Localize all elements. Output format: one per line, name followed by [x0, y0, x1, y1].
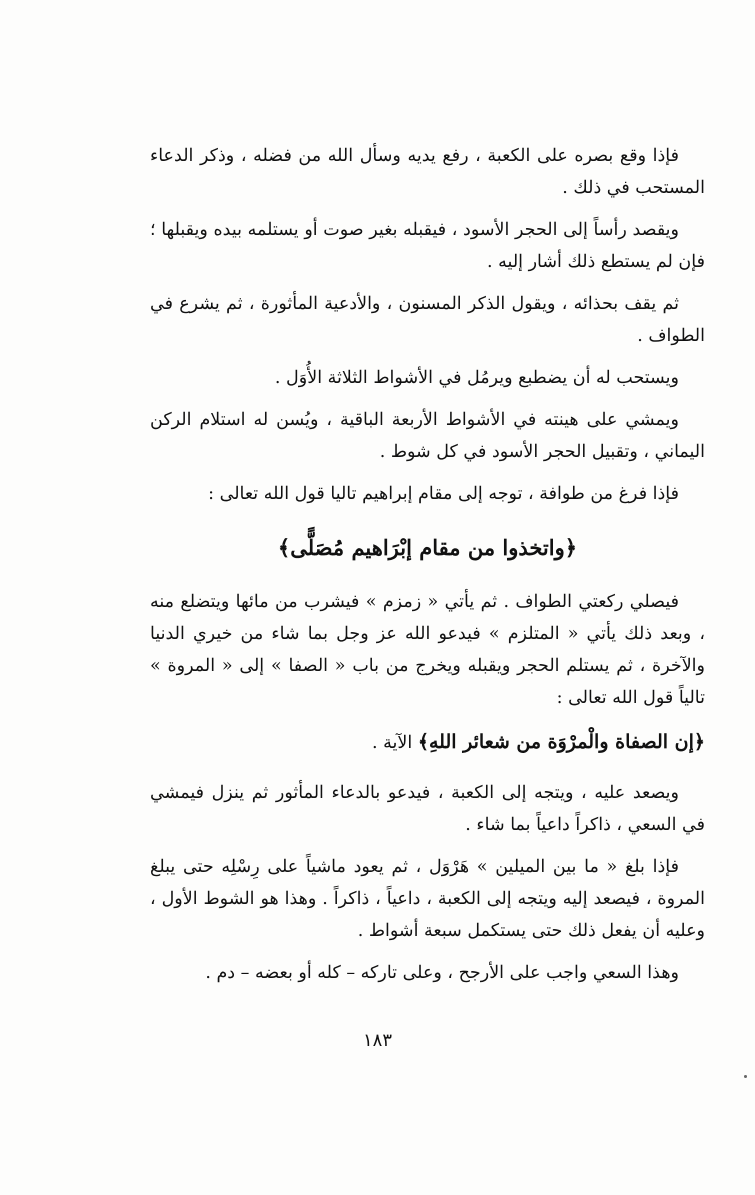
- paragraph: ويمشي على هينته في الأشواط الأربعة الباقية ، ويُسن له استلام الركن اليماني ، وتقبيل الحجر الأسود في كل شوط .: [150, 410, 705, 462]
- verse-suffix: الآية .: [372, 733, 418, 753]
- quran-verse-inline: [150, 726, 705, 759]
- paragraph: ويستحب له أن يضطبع ويرمُل في الأشواط الثلاثة الأُوَل .: [274, 368, 679, 388]
- page-body: [150, 140, 705, 999]
- paragraph: فإذا وقع بصره على الكعبة ، رفع يديه وسأل الله من فضله ، وذكر الدعاء المستحب في ذلك .: [150, 146, 705, 198]
- paragraph: وهذا السعي واجب على الأرجح ، وعلى تاركه – كله أو بعضه – دم .: [205, 963, 679, 983]
- paragraph: ويصعد عليه ، ويتجه إلى الكعبة ، فيدعو بالدعاء المأثور ثم ينزل فيمشي في السعي ، ذاكراً داعياً بما شاء .: [150, 783, 705, 835]
- paragraph: فإذا بلغ « ما بين الميلين » هَرْوَل ، ثم يعود ماشياً على رِسْلِه حتى يبلغ المروة ، فيصعد إليه ويتجه إلى الكعبة ، داعياً ، ذاكراً . وهذا هو الشوط الأول ، وعليه أن يفعل ذلك حتى يستكمل سبعة أشواط .: [150, 857, 705, 941]
- paragraph: ويقصد رأساً إلى الحجر الأسود ، فيقبله بغير صوت أو يستلمه بيده ويقبلها ؛ فإن لم يستطع ذلك أشار إليه .: [150, 220, 705, 272]
- verse-quote: ﴿إن الصفاة والْمرْوَة من شعائر اللهِ﴾: [417, 731, 705, 753]
- margin-mark: [744, 1075, 747, 1078]
- page-number: ١٨٣: [362, 1030, 392, 1051]
- paragraph: فإذا فرغ من طوافة ، توجه إلى مقام إبراهيم تاليا قول الله تعالى :: [208, 484, 679, 504]
- quran-verse: ﴿واتخذوا من مقام إبْرَاهيم مُصَلًّى﴾: [277, 535, 578, 560]
- paragraph: فيصلي ركعتي الطواف . ثم يأتي « زمزم » فيشرب من مائها ويتضلع منه ، وبعد ذلك يأتي « المتلزم » فيدعو الله عز وجل بما شاء من خيري الدنيا والآخرة ، ثم يستلم الحجر ويقبله ويخرج من باب « الصفا » إلى « المروة » تالياً قول الله تعالى :: [150, 592, 705, 708]
- paragraph: ثم يقف بحذائه ، ويقول الذكر المسنون ، والأدعية المأثورة ، ثم يشرع في الطواف .: [150, 294, 705, 346]
